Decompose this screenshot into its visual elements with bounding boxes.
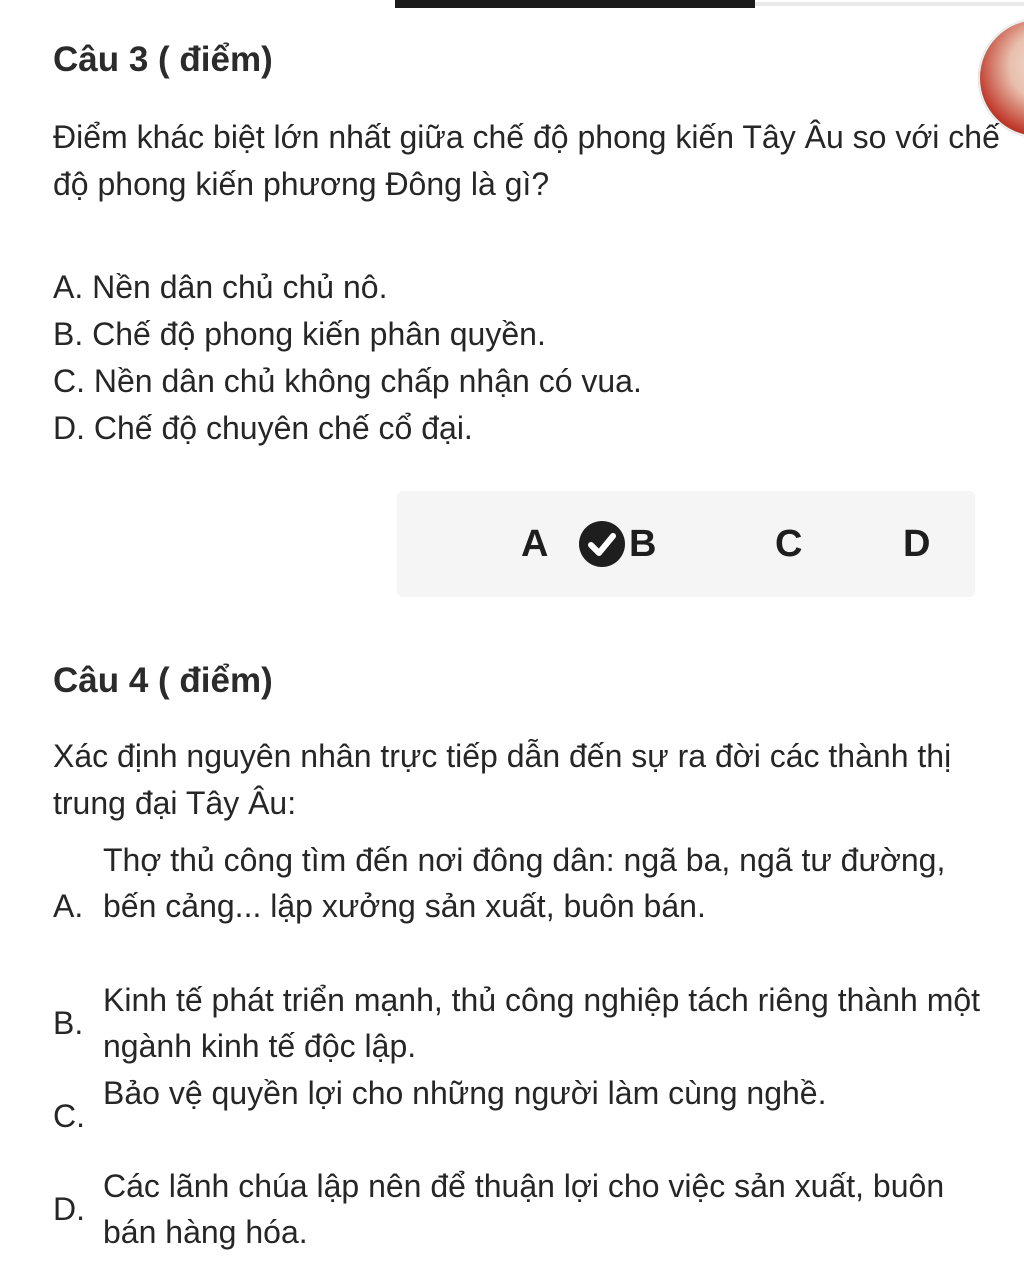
q3-option-d <box>53 405 1003 452</box>
q3-answer-c[interactable]: C <box>775 523 803 565</box>
q3-option-a-text: Nền dân chủ chủ nô. <box>92 269 388 305</box>
q3-option-a-letter: A. <box>53 269 84 305</box>
q3-answer-bar <box>397 491 975 597</box>
q4-option-d-text: Các lãnh chúa lập nên để thuận lợi cho việc sản xuất, buôn bán hàng hóa. <box>103 1168 945 1250</box>
q4-option-a-letter: A. <box>53 888 84 924</box>
q4-option-c-text: Bảo vệ quyền lợi cho những người làm cùng nghề. <box>103 1075 827 1111</box>
q3-answer-d[interactable]: D <box>903 523 931 565</box>
q3-option-d-letter: D. <box>53 410 85 446</box>
top-status-bar <box>395 0 755 8</box>
q4-text: Xác định nguyên nhân trực tiếp dẫn đến sự ra đời các thành thị trung đại Tây Âu: <box>53 738 952 821</box>
q4-option-d <box>53 1163 1003 1255</box>
q3-option-b-letter: B. <box>53 316 84 352</box>
check-circle-icon[interactable] <box>579 521 625 567</box>
q3-text: Điểm khác biệt lớn nhất giữa chế độ phong kiến Tây Âu so với chế độ phong kiến phương Đông là gì? <box>53 119 1000 202</box>
q4-option-c <box>53 1070 1003 1134</box>
q4-option-b-text: Kinh tế phát triển mạnh, thủ công nghiệp tách riêng thành một ngành kinh tế độc lập. <box>103 982 981 1064</box>
q3-option-b <box>53 311 1003 358</box>
top-status-bar-right <box>755 2 1024 6</box>
q4-option-b <box>53 977 1003 1069</box>
q3-answer-a[interactable]: A <box>521 523 549 565</box>
q3-option-c <box>53 358 1003 405</box>
q3-answer-b[interactable]: B <box>629 523 657 565</box>
q4-option-b-letter: B. <box>53 1005 84 1041</box>
q3-option-d-text: Chế độ chuyên chế cổ đại. <box>93 410 473 446</box>
q4-option-a-text: Thợ thủ công tìm đến nơi đông dân: ngã ba, ngã tư đường, bến cảng... lập xưởng sản xuất, buôn bán. <box>103 842 946 924</box>
q4-option-c-letter: C. <box>53 1098 85 1134</box>
q4-option-d-letter: D. <box>53 1191 85 1227</box>
q3-options <box>53 264 1003 452</box>
q3-option-c-letter: C. <box>53 363 85 399</box>
q3-option-b-text: Chế độ phong kiến phân quyền. <box>92 316 546 352</box>
q4-option-a <box>53 837 1003 929</box>
q4-title: Câu 4 ( điểm) <box>53 661 273 700</box>
q3-option-a <box>53 264 1003 311</box>
q3-option-c-text: Nền dân chủ không chấp nhận có vua. <box>93 363 642 399</box>
q3-title: Câu 3 ( điểm) <box>53 40 273 79</box>
